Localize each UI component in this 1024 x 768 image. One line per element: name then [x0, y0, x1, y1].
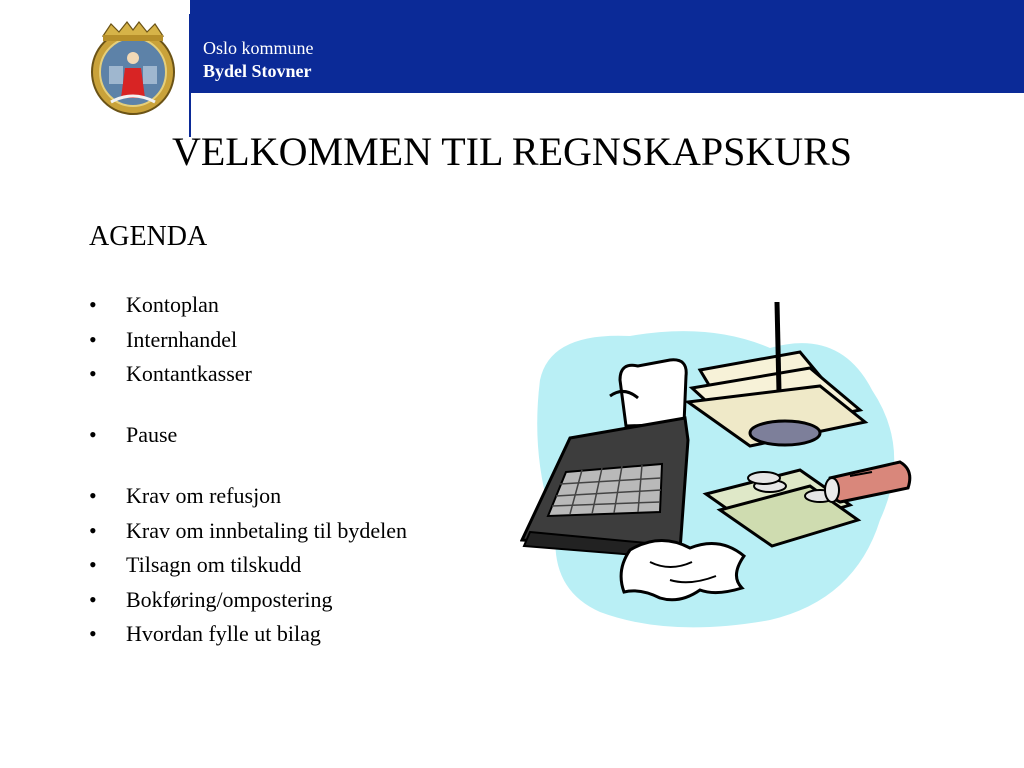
bullet: •	[89, 483, 97, 508]
bullet: •	[89, 292, 97, 317]
bullet: •	[89, 327, 97, 352]
accounting-clipart-icon	[520, 300, 915, 635]
agenda-item-label: Krav om refusjon	[126, 483, 282, 508]
org-name: Oslo kommune	[203, 38, 314, 58]
bullet: •	[89, 518, 97, 543]
agenda-item-label: Hvordan fylle ut bilag	[126, 621, 321, 646]
agenda-item-label: Bokføring/ompostering	[126, 587, 333, 612]
agenda-item-label: Kontoplan	[126, 292, 219, 317]
bullet: •	[89, 361, 97, 386]
logo-divider	[189, 14, 191, 137]
bullet: •	[89, 552, 97, 577]
agenda-heading: AGENDA	[89, 221, 208, 252]
agenda-item	[89, 327, 237, 353]
agenda-item	[89, 552, 301, 578]
slide-title: VELKOMMEN TIL REGNSKAPSKURS	[171, 129, 853, 174]
bullet: •	[89, 587, 97, 612]
unit-name: Bydel Stovner	[203, 61, 312, 81]
agenda-item-label: Kontantkasser	[126, 361, 252, 386]
agenda-item	[89, 518, 407, 544]
agenda-item-label: Internhandel	[126, 327, 238, 352]
organization-label	[203, 37, 314, 83]
agenda-item	[89, 361, 252, 387]
agenda-item-label: Krav om innbetaling til bydelen	[126, 518, 408, 543]
logo-area	[0, 0, 190, 137]
agenda-item	[89, 483, 281, 509]
agenda-item	[89, 292, 219, 318]
agenda-item	[89, 587, 333, 613]
oslo-city-seal-icon	[89, 20, 177, 116]
agenda-item-label: Pause	[126, 422, 178, 447]
agenda-item	[89, 422, 177, 448]
agenda-item	[89, 621, 321, 647]
agenda-item-label: Tilsagn om tilskudd	[126, 552, 302, 577]
bullet: •	[89, 422, 97, 447]
bullet: •	[89, 621, 97, 646]
